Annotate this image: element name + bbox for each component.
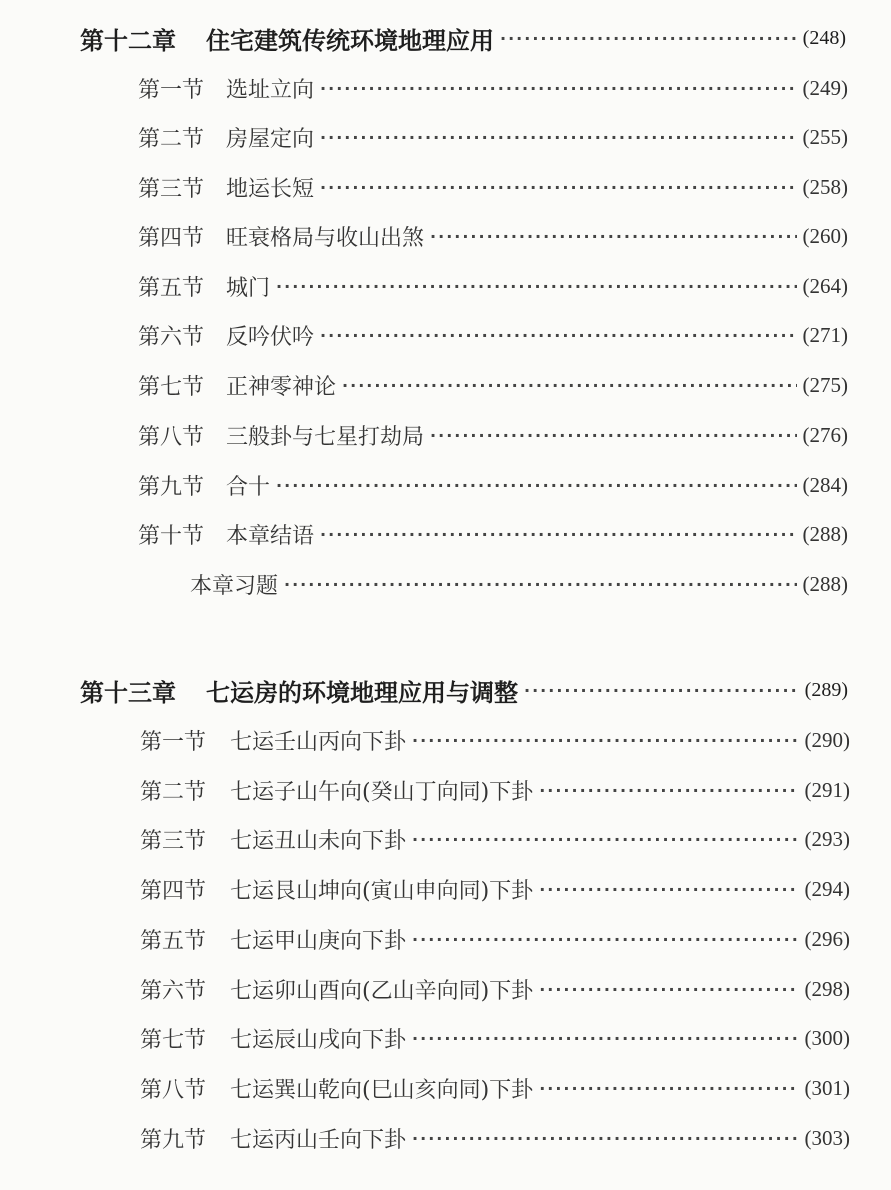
section-label: 第六节 <box>138 324 205 350</box>
dot-leader <box>539 880 798 899</box>
dot-leader <box>276 476 796 495</box>
page-number: (284) <box>802 472 848 497</box>
toc-section[interactable] <box>140 819 850 859</box>
toc-section[interactable] <box>138 415 848 455</box>
section-label: 第六节 <box>140 978 207 1004</box>
dot-leader <box>412 830 798 849</box>
chapter-title: 七运房的环境地理应用与调整 <box>206 678 518 707</box>
section-title: 房屋定向 <box>226 126 315 152</box>
section-title: 七运巽山乾向(巳山亥向同)下卦 <box>230 1077 534 1103</box>
dot-leader <box>524 681 799 700</box>
page-number: (271) <box>802 322 848 347</box>
section-label: 第七节 <box>140 1027 207 1053</box>
page-number: (290) <box>804 727 850 752</box>
dot-leader <box>539 980 798 999</box>
page-number: (289) <box>804 678 848 701</box>
dot-leader <box>412 1129 798 1148</box>
toc-section[interactable] <box>140 720 850 760</box>
page-number: (296) <box>804 926 850 951</box>
section-title: 正神零神论 <box>226 374 337 400</box>
dot-leader <box>430 227 796 246</box>
toc-section[interactable] <box>140 1018 850 1058</box>
toc-section[interactable] <box>138 216 848 256</box>
section-label: 第四节 <box>138 225 205 251</box>
page-number: (264) <box>802 273 848 298</box>
section-title: 七运丑山未向下卦 <box>230 828 407 854</box>
page-number: (291) <box>804 777 850 802</box>
page-number: (258) <box>802 174 848 199</box>
dot-leader <box>320 326 796 345</box>
dot-leader <box>342 376 796 395</box>
page-number: (298) <box>804 976 850 1001</box>
dot-leader <box>539 781 798 800</box>
section-label: 第一节 <box>140 729 207 755</box>
page-number: (301) <box>804 1075 850 1100</box>
toc-section[interactable] <box>138 167 848 207</box>
page-number: (300) <box>804 1025 850 1050</box>
dot-leader <box>500 29 797 48</box>
page-number: (294) <box>804 876 850 901</box>
section-label: 第八节 <box>140 1077 207 1103</box>
exercise-title: 本章习题 <box>190 573 279 599</box>
section-title: 城门 <box>226 275 271 301</box>
section-title: 七运壬山丙向下卦 <box>230 729 407 755</box>
section-label: 第五节 <box>140 928 207 954</box>
dot-leader <box>276 277 796 296</box>
section-title: 地运长短 <box>226 176 315 202</box>
toc-chapter-13[interactable] <box>80 670 848 710</box>
toc-section[interactable] <box>138 365 848 405</box>
section-label: 第五节 <box>138 275 205 301</box>
section-title: 七运子山午向(癸山丁向同)下卦 <box>230 779 534 805</box>
section-label: 第八节 <box>138 424 205 450</box>
toc-section[interactable] <box>138 266 848 306</box>
section-label: 第二节 <box>138 126 205 152</box>
section-title: 三般卦与七星打劫局 <box>226 424 425 450</box>
dot-leader <box>320 128 796 147</box>
section-title: 反吟伏吟 <box>226 324 315 350</box>
section-label: 第三节 <box>138 176 205 202</box>
section-title: 七运丙山壬向下卦 <box>230 1127 407 1153</box>
chapter-label: 第十三章 <box>80 678 176 707</box>
section-label: 第九节 <box>140 1127 207 1153</box>
dot-leader <box>539 1079 798 1098</box>
dot-leader <box>320 79 796 98</box>
chapter-title: 住宅建筑传统环境地理应用 <box>206 26 494 55</box>
toc-section[interactable] <box>140 869 850 909</box>
section-label: 第一节 <box>138 77 205 103</box>
toc-section[interactable] <box>140 1068 850 1108</box>
section-title: 七运卯山酉向(乙山辛向同)下卦 <box>230 978 534 1004</box>
toc-section[interactable] <box>138 315 848 355</box>
dot-leader <box>412 1029 798 1048</box>
chapter-label: 第十二章 <box>80 26 176 55</box>
dot-leader <box>284 575 796 594</box>
section-label: 第七节 <box>138 374 205 400</box>
section-label: 第四节 <box>140 878 207 904</box>
section-title: 七运辰山戌向下卦 <box>230 1027 407 1053</box>
section-title: 合十 <box>226 474 271 500</box>
toc-section[interactable] <box>138 117 848 157</box>
page-number: (249) <box>802 75 848 100</box>
toc-chapter-12[interactable] <box>80 18 846 58</box>
toc-section[interactable] <box>140 770 850 810</box>
section-title: 旺衰格局与收山出煞 <box>226 225 425 251</box>
page-number: (255) <box>802 124 848 149</box>
page-number: (288) <box>802 571 848 596</box>
page-number: (260) <box>802 223 848 248</box>
section-title: 七运甲山庚向下卦 <box>230 928 407 954</box>
section-title: 选址立向 <box>226 77 315 103</box>
section-title: 七运艮山坤向(寅山申向同)下卦 <box>230 878 534 904</box>
toc-section[interactable] <box>138 68 848 108</box>
page-number: (275) <box>802 372 848 397</box>
dot-leader <box>412 930 798 949</box>
page-number: (293) <box>804 826 850 851</box>
toc-section[interactable] <box>138 465 848 505</box>
toc-section[interactable] <box>140 1118 850 1158</box>
toc-section[interactable] <box>138 514 848 554</box>
dot-leader <box>412 731 798 750</box>
dot-leader <box>320 525 796 544</box>
section-label: 第九节 <box>138 474 205 500</box>
toc-exercise[interactable] <box>190 564 848 604</box>
dot-leader <box>430 426 796 445</box>
dot-leader <box>320 178 796 197</box>
page-number: (303) <box>804 1125 850 1150</box>
section-label: 第三节 <box>140 828 207 854</box>
section-title: 本章结语 <box>226 523 315 549</box>
page-number: (276) <box>802 422 848 447</box>
section-label: 第二节 <box>140 779 207 805</box>
page-number: (288) <box>802 521 848 546</box>
toc-section[interactable] <box>140 969 850 1009</box>
page-number: (248) <box>802 26 846 49</box>
toc-section[interactable] <box>140 919 850 959</box>
section-label: 第十节 <box>138 523 205 549</box>
